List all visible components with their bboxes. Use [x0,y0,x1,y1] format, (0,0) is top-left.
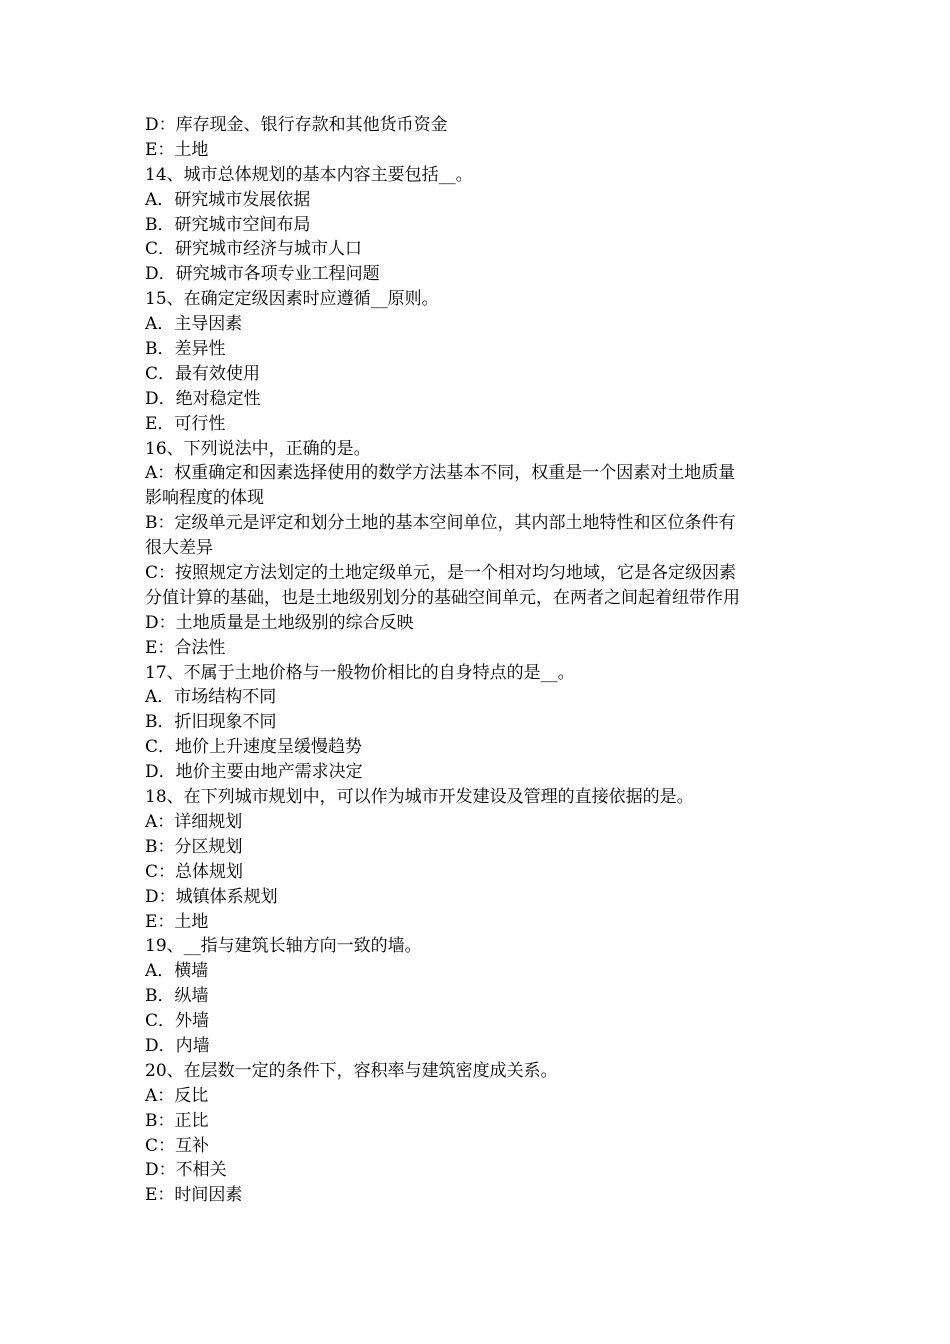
option-e: E：土地 [145,911,209,932]
option-e: E：时间因素 [145,1185,243,1206]
option-b: B．差异性 [145,339,226,360]
option-c: C．研究城市经济与城市人口 [145,239,363,260]
question-17: 17、不属于土地价格与一般物价相比的自身特点的是__。 [145,662,575,683]
option-d: D：库存现金、银行存款和其他货币资金 [145,115,448,135]
question-14: 14、城市总体规划的基本内容主要包括__。 [145,164,473,185]
option-b: B：定级单元是评定和划分土地的基本空间单位，其内部土地特性和区位条件有 [145,513,736,534]
option-c: C：按照规定方法划定的土地定级单元，是一个相对均匀地域，它是各定级因素 [145,563,737,584]
question-20: 20、在层数一定的条件下，容积率与建筑密度成关系。 [145,1060,558,1081]
question-16: 16、下列说法中，正确的是。 [145,438,371,459]
option-d: D．内墙 [145,1035,210,1056]
option-c-continued: 分值计算的基础，也是土地级别划分的基础空间单元，在两者之间起着纽带作用 [145,587,740,608]
option-c: C．最有效使用 [145,363,261,384]
option-a: A．市场结构不同 [145,687,277,708]
option-b-continued: 很大差异 [145,538,213,559]
option-c: C：总体规划 [145,861,244,882]
option-d: D：土地质量是土地级别的综合反映 [145,612,414,633]
option-a: A：权重确定和因素选择使用的数学方法基本不同，权重是一个因素对土地质量 [145,463,736,484]
option-a: A．主导因素 [145,314,243,335]
question-18: 18、在下列城市规划中，可以作为城市开发建设及管理的直接依据的是。 [145,787,694,808]
option-e: E．可行性 [145,413,226,434]
option-e: E：土地 [145,139,209,160]
option-d: D．研究城市各项专业工程问题 [145,264,380,285]
option-b: B．折旧现象不同 [145,712,277,733]
option-c: C．地价上升速度呈缓慢趋势 [145,737,363,758]
option-a: A．研究城市发展依据 [145,189,311,210]
question-15: 15、在确定定级因素时应遵循__原则。 [145,289,439,310]
option-e: E：合法性 [145,637,226,658]
option-d: D．绝对稳定性 [145,388,261,409]
document-page [145,113,815,1208]
option-d: D．地价主要由地产需求决定 [145,762,363,783]
option-a-continued: 影响程度的体现 [145,488,264,509]
option-c: C：互补 [145,1135,210,1156]
option-b: B：正比 [145,1110,209,1131]
option-a: A：详细规划 [145,811,243,832]
option-d: D：不相关 [145,1160,227,1181]
option-c: C．外墙 [145,1011,210,1032]
option-a: A．横墙 [145,961,209,982]
option-b: B：分区规划 [145,836,243,857]
option-d: D：城镇体系规划 [145,886,278,907]
question-19: 19、__指与建筑长轴方向一致的墙。 [145,936,422,957]
option-b: B．纵墙 [145,986,209,1007]
option-b: B．研究城市空间布局 [145,214,311,235]
option-a: A：反比 [145,1085,209,1106]
